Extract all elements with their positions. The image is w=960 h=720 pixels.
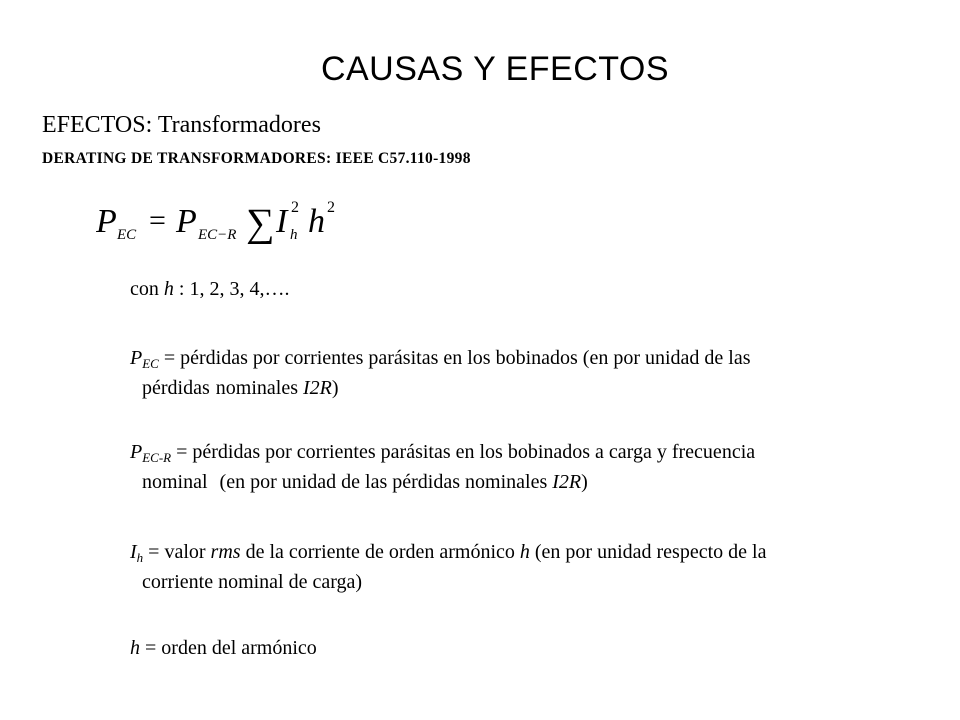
standard-heading: DERATING DE TRANSFORMADORES: IEEE C57.110-1998 (42, 150, 471, 167)
pecr-line2-end: ) (581, 471, 588, 493)
pecr-line2-a: nominal (142, 471, 208, 493)
formula-equals: = (149, 204, 166, 237)
pecr-symbol: P (130, 441, 143, 463)
h-var: h (130, 637, 140, 659)
formula-i-sup: 2 (291, 199, 299, 216)
slide-title: CAUSAS Y EFECTOS (320, 50, 670, 88)
h-text: = orden del armónico (140, 637, 317, 659)
formula-h-sup: 2 (327, 199, 335, 216)
pec-line2-a: pérdidas (142, 377, 210, 399)
subtitle: EFECTOS: Transformadores (42, 112, 321, 138)
derating-formula (96, 192, 366, 244)
ih-line1-c: (en por unidad respecto de la (529, 541, 767, 563)
pec-line1: = pérdidas por corrientes parásitas en los bobinados (en por unidad de las (158, 347, 751, 369)
formula-lhs-sub: EC (117, 227, 137, 243)
h-definition (130, 636, 920, 660)
ih-rms: rms (210, 541, 241, 563)
pecr-sub: EC-R (142, 450, 172, 465)
pec-i2r: I2R (302, 377, 332, 399)
formula-rhs-sub: EC−R (198, 227, 237, 243)
pecr-line1: = pérdidas por corrientes parásitas en los bobinados a carga y frecuencia (171, 441, 756, 463)
ih-h: h (519, 541, 530, 563)
pec-line2-end: ) (331, 377, 339, 399)
ih-line2: corriente nominal de carga) (142, 571, 363, 593)
ih-symbol: I (130, 541, 137, 563)
formula-i-sub: h (290, 227, 298, 243)
formula-i: I (276, 203, 288, 240)
con-var: h (163, 278, 174, 300)
formula-rhs: P (176, 203, 197, 240)
con-prefix: con (130, 278, 164, 300)
formula-h: h (308, 203, 325, 240)
ih-definition (130, 540, 920, 594)
pecr-line2 (130, 470, 920, 494)
ih-sub: h (136, 550, 144, 565)
harmonic-range (130, 277, 920, 301)
formula-sum: ∑ (246, 200, 275, 244)
pecr-line2-b: (en por unidad de las pérdidas nominales (219, 471, 553, 493)
formula-lhs: P (96, 203, 117, 240)
pec-line2 (130, 376, 920, 400)
pec-sub: EC (142, 356, 159, 371)
pecr-definition (130, 440, 920, 494)
pec-line2-b: nominales (215, 377, 303, 399)
pecr-i2r: I2R (552, 471, 582, 493)
pec-symbol: P (130, 347, 143, 369)
pec-definition (130, 346, 920, 400)
ih-line1-a: = valor (143, 541, 211, 563)
con-values: : 1, 2, 3, 4,…. (173, 278, 290, 300)
ih-line1-b: de la corriente de orden armónico (240, 541, 520, 563)
